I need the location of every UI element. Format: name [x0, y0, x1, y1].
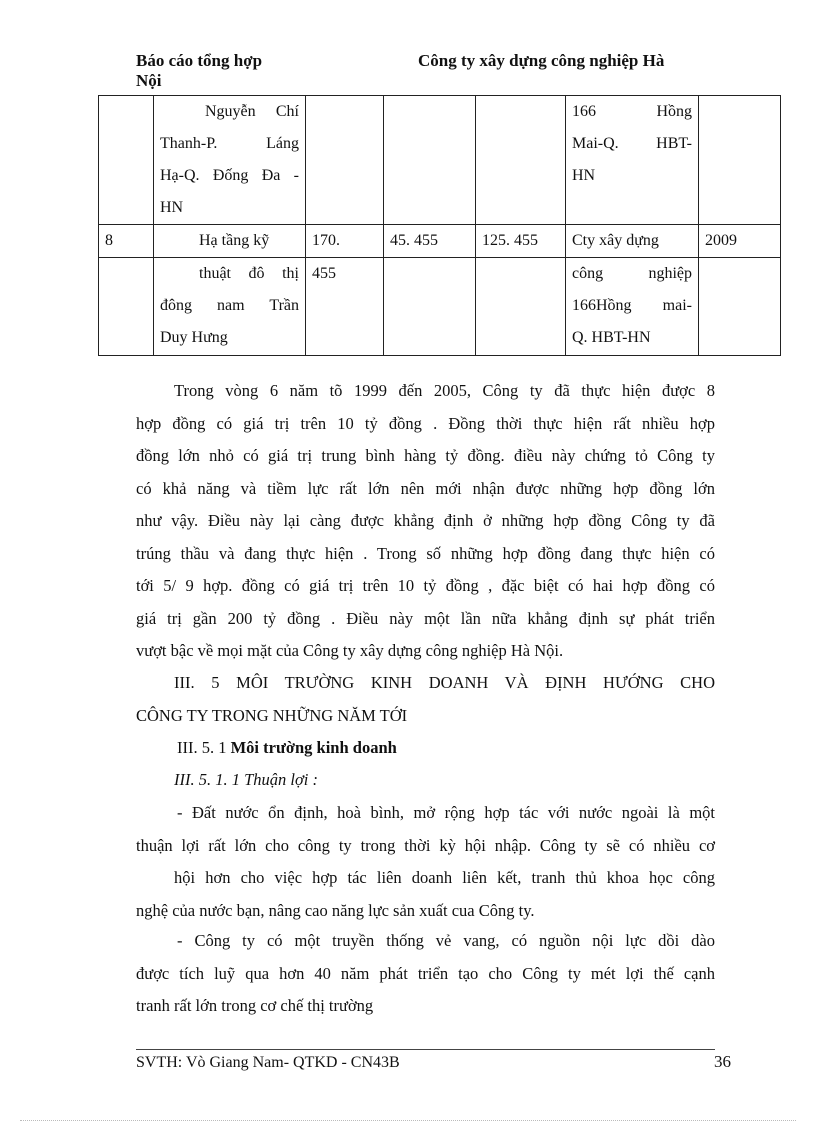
subsection-heading [136, 732, 715, 765]
text-line: thuận lợi rất lớn cho công ty trong thời kỳ hội nhập. Công ty sẽ có nhiều cơ [136, 835, 715, 855]
cell-line: thuật đô thị [199, 265, 299, 282]
table-cell [306, 96, 384, 225]
section-heading [136, 667, 715, 732]
cell-line: 166Hồng mai- [572, 297, 692, 314]
table-row [99, 258, 781, 356]
footer-rule [136, 1049, 715, 1050]
text-line: - Công ty có một truyền thống vẻ vang, có nguồn nội lực dồi dào [177, 931, 715, 950]
subsubsection-heading: III. 5. 1. 1 Thuận lợi : [174, 770, 319, 789]
cell-line: Nguyễn Chí [205, 103, 299, 120]
text-line: đồng lớn nhỏ có giá trị trung bình hàng tỷ đồng. điều này chứng tỏ Công ty [136, 446, 715, 465]
header-right: Công ty xây dựng công nghiệp Hà [418, 51, 665, 70]
done-value: 45. 455 [384, 225, 476, 258]
table-cell [476, 96, 566, 225]
heading-line: CÔNG TY TRONG NHỮNG NĂM TỚI [136, 705, 408, 725]
text-line: tranh rất lớn trong cơ chế thị trường [136, 996, 374, 1015]
text-line: hợp đồng có giá trị trên 10 tỷ đồng . Đồng thời thực hiện rất nhiều hợp [136, 413, 715, 433]
header-left [136, 51, 336, 91]
cell-line: Mai-Q. HBT- [572, 135, 692, 152]
bullet-2 [136, 925, 715, 1023]
subsection-number: III. 5. 1 [177, 738, 227, 757]
text-line: - Đất nước ổn định, hoà bình, mở rộng hợp tác với nước ngoài là một [177, 803, 715, 822]
text-line: Trong vòng 6 năm tõ 1999 đến 2005, Công ty đã thực hiện được 8 [174, 381, 715, 400]
remaining-value: 125. 455 [476, 225, 566, 258]
cell-line: Thanh-P. Láng [160, 135, 299, 152]
text-line: nghệ của nước bạn, nâng cao năng lực sản xuất cua Công ty. [136, 900, 535, 920]
table-cell [384, 96, 476, 225]
table-cell [154, 96, 306, 225]
year: 2009 [699, 225, 781, 258]
subsection-title: Môi trường kinh doanh [230, 738, 397, 757]
text-line: giá trị gần 200 tỷ đồng . Điều này một lần nữa khẳng định sự phát triển [136, 608, 715, 628]
contractor: Cty xây dựng [566, 225, 699, 258]
text-line: như vậy. Điều này lại càng được khẳng định ở những hợp đồng Công ty đã [136, 511, 715, 530]
table-cell [699, 258, 781, 356]
cell-line: công nghiệp [572, 265, 692, 282]
text-line: có khả năng và tiềm lực rất lớn nên mới nhận được những hợp đồng lớn [136, 478, 715, 498]
text-line: vượt bậc về mọi mặt của Công ty xây dựng công nghiệp Hà Nội. [136, 641, 564, 660]
text-line: tới 5/ 9 hợp. đồng có giá trị trên 10 tỷ đồng , đặc biệt có hai hợp đồng có [136, 576, 715, 595]
table-row [99, 96, 781, 225]
cell-line: Duy Hưng [160, 329, 228, 346]
footer-author: SVTH: Vò Giang Nam- QTKD - CN43B [136, 1054, 400, 1071]
total-value: 170. [306, 225, 384, 258]
table-cell [566, 258, 699, 356]
contracts-table [98, 95, 781, 356]
page-bottom-dots [20, 1120, 796, 1121]
header-left-line2: Nội [136, 71, 162, 90]
text-line: hội hơn cho việc hợp tác liên doanh liên kết, tranh thủ khoa học công [174, 868, 715, 887]
cell-line: HN [160, 199, 184, 216]
table-cell [384, 258, 476, 356]
text-line: trúng thầu và đang thực hiện . Trong số những hợp đồng đang thực hiện có [136, 543, 715, 563]
project-name: Hạ tầng kỹ [154, 225, 306, 258]
paragraph-1 [136, 375, 715, 668]
table-cell [476, 258, 566, 356]
page-number: 36 [714, 1052, 731, 1071]
bullet-1 [136, 797, 715, 927]
table-cell [99, 258, 154, 356]
heading-line: III. 5 MÔI TRƯỜNG KINH DOANH VÀ ĐỊNH HƯỚNG CHO [174, 673, 715, 692]
header-left-line1: Báo cáo tổng hợp [136, 51, 263, 70]
table-cell [566, 96, 699, 225]
total-value: 455 [306, 258, 384, 356]
cell-line: đông nam Trần [160, 297, 299, 314]
table-row [99, 225, 781, 258]
cell-line: 166 Hồng [572, 103, 692, 120]
cell-line: HN [572, 167, 596, 184]
table-cell [99, 96, 154, 225]
cell-line: Hạ-Q. Đống Đa - [160, 167, 299, 184]
text-line: được tích luỹ qua hơn 40 năm phát triển tạo cho Công ty mét lợi thế cạnh [136, 963, 715, 983]
table-cell [154, 258, 306, 356]
row-number: 8 [99, 225, 154, 258]
cell-line: Q. HBT-HN [572, 329, 651, 346]
table-cell [699, 96, 781, 225]
